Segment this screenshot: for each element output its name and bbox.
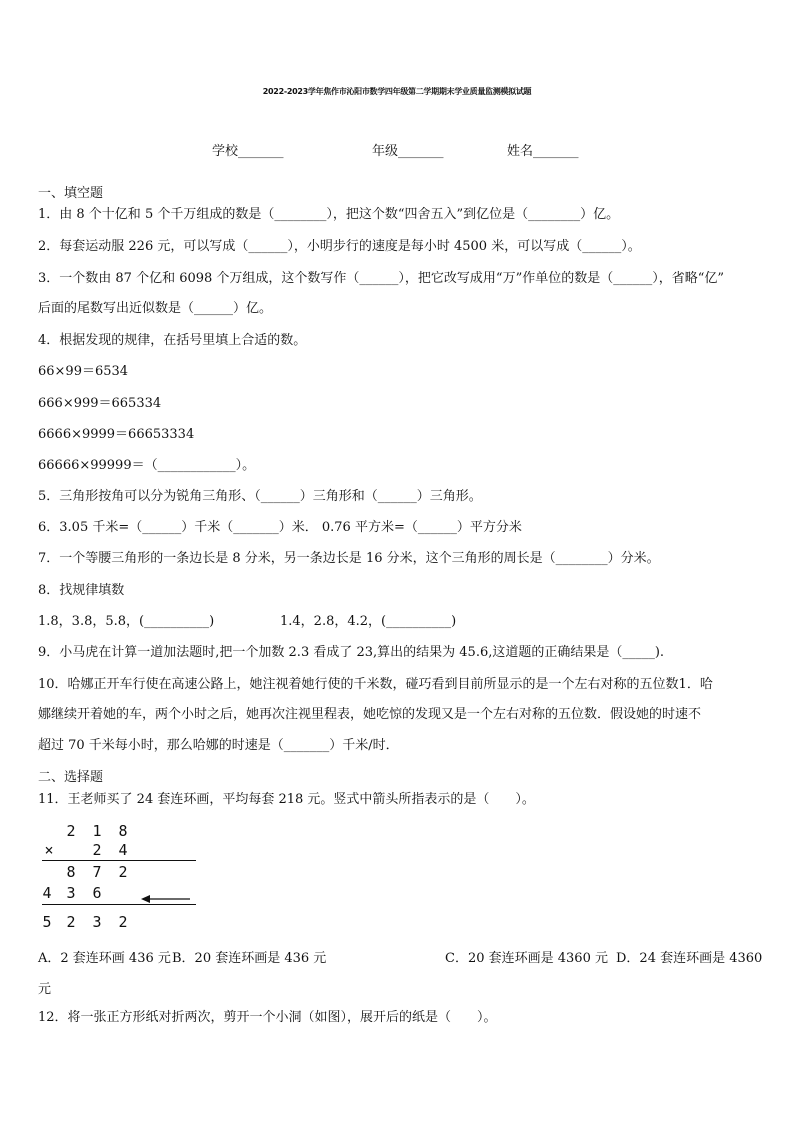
digit: 8 xyxy=(66,863,76,881)
question-2: 2．每套运动服 226 元，可以写成（______），小明步行的速度是每小时 4500 米，可以写成（______）。 xyxy=(38,239,641,254)
school-field[interactable]: 学校_______ xyxy=(212,144,284,159)
digit: 2 xyxy=(118,913,128,931)
question-6: 6．3.05 千米=（______）千米（_______）米． 0.76 平方米=（______）平方分米 xyxy=(38,520,522,535)
digit: 3 xyxy=(92,913,102,931)
q8-sequence-a: 1.8，3.8，5.8，(__________) xyxy=(38,614,215,629)
question-12: 12．将一张正方形纸对折两次，剪开一个小洞（如图），展开后的纸是（ ）。 xyxy=(38,1010,497,1025)
digit: 6 xyxy=(92,884,102,902)
left-arrow-icon xyxy=(140,893,192,905)
q4-pattern-row: 66×99＝6534 xyxy=(38,364,129,379)
option-a[interactable]: A．2 套连环画 436 元 xyxy=(38,951,171,966)
option-c[interactable]: C．20 套连环画是 4360 元 xyxy=(445,951,608,966)
calc-rule xyxy=(42,860,196,861)
question-8: 8．找规律填数 xyxy=(38,583,125,598)
digit: 2 xyxy=(66,913,76,931)
digit: 3 xyxy=(66,884,76,902)
question-10-line-2: 娜继续开着她的车，两个小时之后，她再次注视里程表，她吃惊的发现又是一个左右对称的五位数．假设她的时速不 xyxy=(38,707,702,722)
option-b[interactable]: B．20 套连环画是 436 元 xyxy=(172,951,327,966)
option-d[interactable]: D．24 套连环画是 4360 xyxy=(616,951,763,966)
question-10-line-3: 超过 70 千米每小时，那么哈娜的时速是（_______）千米/时． xyxy=(38,738,399,753)
name-field[interactable]: 姓名_______ xyxy=(507,144,579,159)
question-5: 5．三角形按角可以分为锐角三角形、（______）三角形和（______）三角形。 xyxy=(38,489,482,504)
question-3-line-2: 后面的尾数写出近似数是（______）亿。 xyxy=(38,301,273,316)
section-heading-choice: 二、选择题 xyxy=(38,770,104,785)
question-3-line-1: 3．一个数由 87 个亿和 6098 个万组成，这个数写作（______），把它改写成用“万”作单位的数是（______），省略“亿” xyxy=(38,271,725,286)
question-4: 4．根据发现的规律，在括号里填上合适的数。 xyxy=(38,333,307,348)
q4-answer-row: 66666×99999＝（____________）。 xyxy=(38,458,256,473)
times-sign: × xyxy=(44,841,54,859)
question-11: 11．王老师买了 24 套连环画，平均每套 218 元。竖式中箭头所指表示的是（ ）。 xyxy=(38,792,535,807)
digit: 5 xyxy=(42,913,52,931)
q4-pattern-row: 6666×9999＝66653334 xyxy=(38,427,195,442)
vertical-multiplication xyxy=(40,822,200,934)
question-10-line-1: 10．哈娜正开车行使在高速公路上，她注视着她行使的千米数，碰巧看到目前所显示的是一个左右对称的五位数1．哈 xyxy=(38,677,713,692)
digit: 2 xyxy=(66,822,76,840)
option-d-wrap: 元 xyxy=(38,982,52,997)
digit: 4 xyxy=(118,841,128,859)
q4-pattern-row: 666×999＝665334 xyxy=(38,396,162,411)
page-title: 2022-2023学年焦作市沁阳市数学四年级第二学期期末学业质量监测模拟试题 xyxy=(262,87,532,96)
digit: 8 xyxy=(118,822,128,840)
question-7: 7．一个等腰三角形的一条边长是 8 分米，另一条边长是 16 分米，这个三角形的周长是（________）分米。 xyxy=(38,551,660,566)
digit: 1 xyxy=(92,822,102,840)
question-1: 1．由 8 个十亿和 5 个千万组成的数是（________），把这个数“四舍五入”到亿位是（________）亿。 xyxy=(38,207,620,222)
question-9: 9．小马虎在计算一道加法题时,把一个加数 2.3 看成了 23,算出的结果为 45.6,这道题的正确结果是（_____). xyxy=(38,645,665,660)
digit: 4 xyxy=(42,884,52,902)
digit: 2 xyxy=(92,841,102,859)
section-heading-fill-blank: 一、填空题 xyxy=(38,186,104,201)
digit: 7 xyxy=(92,863,102,881)
digit: 2 xyxy=(118,863,128,881)
q8-sequence-b: 1.4，2.8，4.2，(__________) xyxy=(280,614,457,629)
grade-field[interactable]: 年级_______ xyxy=(372,144,444,159)
